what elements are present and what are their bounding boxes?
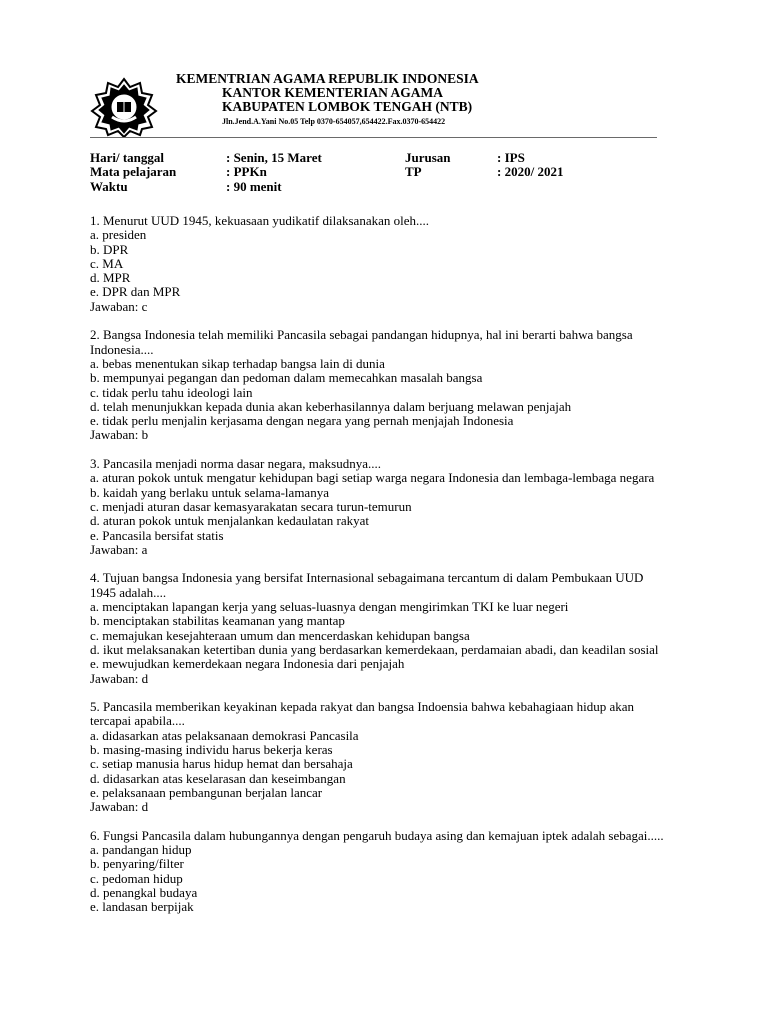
option: b. kaidah yang berlaku untuk selama-lamanya	[90, 484, 329, 500]
meta-value-year: : 2020/ 2021	[497, 164, 564, 180]
answer-key: Jawaban: d	[90, 670, 149, 686]
meta-value-major: : IPS	[497, 150, 525, 165]
option: b. menciptakan stabilitas keamanan yang mantap	[90, 613, 345, 629]
meta-value-day: : Senin, 15 Maret	[226, 150, 322, 165]
option: e. pelaksanaan pembangunan berjalan lancar	[90, 784, 323, 800]
question-item	[90, 571, 670, 685]
question-item	[90, 328, 670, 442]
option: c. pedoman hidup	[90, 870, 183, 886]
meta-labels-right	[405, 151, 451, 180]
question-item	[90, 700, 670, 814]
option: a. pandangan hidup	[90, 842, 192, 858]
meta-value-subject: : PPKn	[226, 164, 267, 180]
option: d. didasarkan atas keselarasan dan keseimbangan	[90, 770, 346, 786]
option: a. presiden	[90, 227, 147, 243]
office-title: KANTOR KEMENTERIAN AGAMA	[222, 85, 444, 100]
kemenag-emblem-icon	[90, 77, 158, 137]
emblem-graphic	[90, 77, 158, 137]
option: a. menciptakan lapangan kerja yang seluas-luasnya dengan mengirimkan TKI ke luar negeri	[90, 599, 569, 615]
meta-label-time: Waktu	[90, 178, 128, 194]
meta-label-subject: Mata pelajaran	[90, 164, 177, 180]
option: b. DPR	[90, 241, 129, 257]
meta-value-time: : 90 menit	[226, 178, 282, 194]
meta-label-day: Hari/ tanggal	[90, 150, 165, 165]
option: c. tidak perlu tahu ideologi lain	[90, 384, 253, 400]
option: d. penangkal budaya	[90, 884, 198, 900]
option: e. mewujudkan kemerdekaan negara Indonesia dari penjajah	[90, 656, 405, 672]
answer-key: Jawaban: b	[90, 427, 149, 443]
question-text: 6. Fungsi Pancasila dalam hubungannya dengan pengaruh budaya asing dan kemajuan iptek adalah sebagai.....	[90, 827, 664, 843]
header-divider	[90, 137, 657, 138]
question-text: 5. Pancasila memberikan keyakinan kepada rakyat dan bangsa Indoensia bahwa kebahagiaan hidup akan tercapai apabila....	[90, 699, 634, 729]
answer-key: Jawaban: a	[90, 541, 148, 557]
option: a. didasarkan atas pelaksanaan demokrasi Pancasila	[90, 727, 359, 743]
option: d. telah menunjukkan kepada dunia akan keberhasilannya dalam berjuang melawan penjajah	[90, 398, 572, 414]
meta-values-right	[497, 151, 563, 180]
meta-labels	[90, 151, 176, 194]
meta-label-major: Jurusan	[405, 150, 451, 165]
option: d. MPR	[90, 270, 131, 286]
question-text: 1. Menurut UUD 1945, kekuasaan yudikatif dilaksanakan oleh....	[90, 213, 430, 228]
option: c. setiap manusia harus hidup hemat dan bersahaja	[90, 756, 353, 772]
question-item	[90, 457, 670, 557]
address-line: Jln.Jend.A.Yani No.05 Telp 0370-654057,654422.Fax.0370-654422	[222, 117, 446, 126]
question-item	[90, 214, 670, 314]
regency-title: KABUPATEN LOMBOK TENGAH (NTB)	[222, 99, 473, 114]
option: b. penyaring/filter	[90, 856, 184, 872]
answer-key: Jawaban: c	[90, 298, 148, 314]
option: c. MA	[90, 255, 124, 271]
ministry-title: KEMENTRIAN AGAMA REPUBLIK INDONESIA	[176, 71, 479, 86]
option: d. aturan pokok untuk menjalankan kedaulatan rakyat	[90, 513, 370, 529]
meta-values	[226, 151, 322, 194]
option: e. DPR dan MPR	[90, 284, 181, 300]
option: e. Pancasila bersifat statis	[90, 527, 224, 543]
answer-key: Jawaban: d	[90, 799, 149, 815]
question-text: 3. Pancasila menjadi norma dasar negara, maksudnya....	[90, 456, 381, 472]
option: a. bebas menentukan sikap terhadap bangsa lain di dunia	[90, 355, 385, 371]
option: d. ikut melaksanakan ketertiban dunia yang berdasarkan kemerdekaan, perdamaian abadi, dan keadilan sosial	[90, 641, 659, 657]
option: c. menjadi aturan dasar kemasyarakatan secara turun-temurun	[90, 498, 412, 514]
question-item	[90, 829, 670, 915]
question-list	[90, 214, 670, 929]
option: b. mempunyai pegangan dan pedoman dalam memecahkan masalah bangsa	[90, 370, 483, 386]
option: a. aturan pokok untuk mengatur kehidupan bagi setiap warga negara Indonesia dan lembaga-lembaga negara	[90, 470, 655, 486]
option: e. landasan berpijak	[90, 899, 194, 915]
option: e. tidak perlu menjalin kerjasama dengan negara yang pernah menjajah Indonesia	[90, 413, 514, 429]
question-text: 4. Tujuan bangsa Indonesia yang bersifat Internasional sebagaimana tercantum di dalam Pembukaan UUD 1945 adalah....	[90, 570, 644, 600]
option: c. memajukan kesejahteraan umum dan mencerdaskan kehidupan bangsa	[90, 627, 470, 643]
meta-label-year: TP	[405, 164, 422, 180]
option: b. masing-masing individu harus bekerja keras	[90, 741, 333, 757]
question-text: 2. Bangsa Indonesia telah memiliki Pancasila sebagai pandangan hidupnya, hal ini berarti bahwa bangsa Indonesia....	[90, 327, 633, 357]
